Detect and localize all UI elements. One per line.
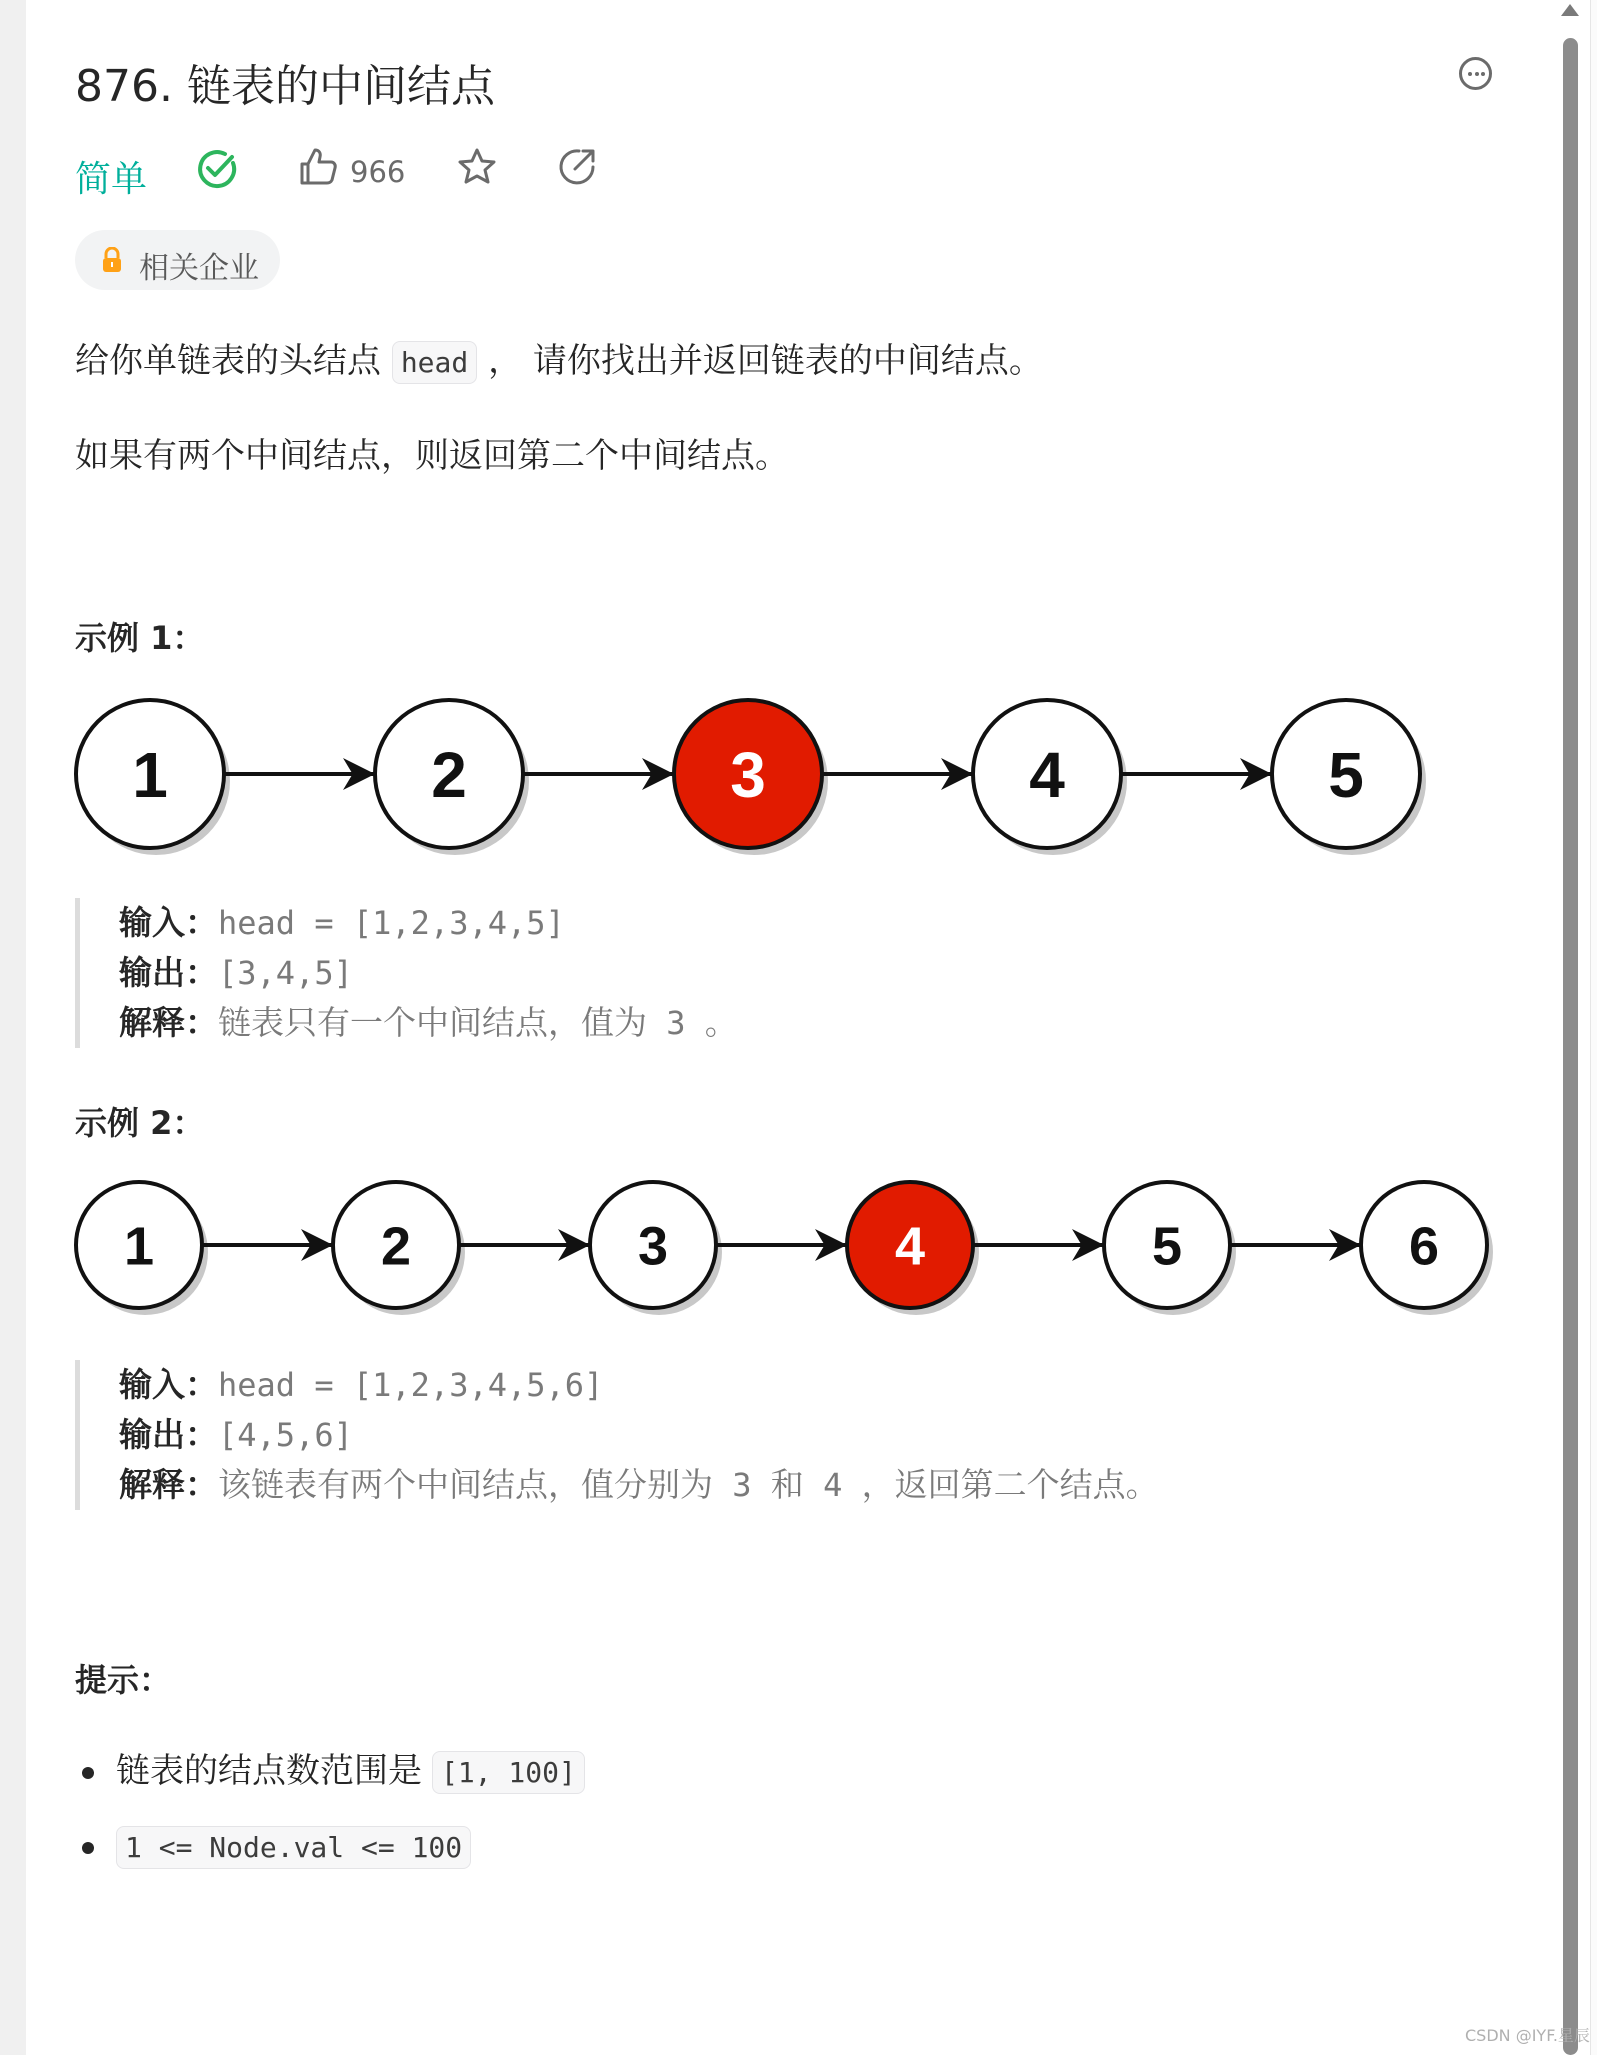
more-options-icon[interactable]	[1459, 57, 1492, 90]
output-label: 输出：	[119, 953, 218, 992]
example-2-node-label: 2	[380, 1216, 412, 1277]
constraints-heading: 提示：	[75, 1661, 172, 1699]
solved-check-icon	[195, 147, 239, 195]
description-line-1	[75, 333, 1043, 384]
constraint-item-1	[82, 1743, 585, 1794]
problem-title: 876. 链表的中间结点	[75, 61, 495, 112]
difficulty-badge: 简单	[75, 159, 148, 200]
input-label: 输入：	[119, 1365, 218, 1404]
bullet-icon	[82, 1767, 94, 1779]
description-line-2: 如果有两个中间结点，则返回第二个中间结点。	[75, 436, 789, 476]
explanation-text: ，返回第二个结点。	[861, 1465, 1159, 1504]
watermark: CSDN @IYF.星辰	[1465, 2026, 1590, 2045]
example-1-block	[75, 898, 738, 1048]
example-2-heading: 示例 2：	[75, 1104, 205, 1142]
constraint-text: 链表的结点数范围是	[116, 1751, 422, 1791]
constraint-code: [1, 100]	[432, 1751, 585, 1794]
scrollbar-thumb[interactable]	[1563, 38, 1578, 2055]
example-1-heading: 示例 1：	[75, 619, 205, 657]
example-2-explanation	[119, 1460, 1159, 1510]
example-1-input	[119, 898, 738, 948]
example-2-output	[119, 1410, 1159, 1460]
like-count: 966	[350, 155, 406, 189]
example-1-node-label: 1	[132, 739, 168, 812]
description-text: 给你单链表的头结点	[75, 341, 381, 381]
input-value: head = [1,2,3,4,5]	[218, 904, 565, 942]
explanation-label: 解释：	[119, 1465, 218, 1504]
constraint-code: 1 <= Node.val <= 100	[116, 1826, 471, 1869]
input-label: 输入：	[119, 903, 218, 942]
problem-meta-row	[0, 145, 1597, 200]
output-label: 输出：	[119, 1415, 218, 1454]
related-companies-label: 相关企业	[139, 251, 259, 286]
lock-icon	[101, 247, 123, 277]
thumbs-up-icon[interactable]	[296, 145, 340, 193]
explanation-value: 3	[647, 1004, 705, 1042]
inline-code-head: head	[392, 341, 477, 384]
output-value: [4,5,6]	[218, 1416, 353, 1454]
input-value: head = [1,2,3,4,5,6]	[218, 1366, 604, 1404]
example-1-node-label: 3	[730, 739, 766, 812]
explanation-text: 。	[704, 1003, 738, 1042]
example-2-block	[75, 1360, 1159, 1510]
scroll-up-arrow-icon[interactable]	[1561, 4, 1579, 16]
description-text: ， 请你找出并返回链表的中间结点。	[488, 341, 1043, 381]
example-1-output	[119, 948, 738, 998]
explanation-text: 和	[770, 1465, 804, 1504]
share-icon[interactable]	[555, 145, 599, 193]
bullet-icon	[82, 1842, 94, 1854]
example-2-node-label: 5	[1151, 1216, 1183, 1277]
example-1-node-label: 5	[1328, 739, 1364, 812]
window-edge	[1590, 0, 1597, 2055]
related-companies-tag[interactable]	[75, 230, 280, 290]
example-1-node-label: 2	[431, 739, 467, 812]
example-2-node-label: 1	[123, 1216, 155, 1277]
example-1-explanation	[119, 998, 738, 1048]
constraint-item-2	[82, 1826, 471, 1869]
output-value: [3,4,5]	[218, 954, 353, 992]
example-2-node-label: 6	[1408, 1216, 1440, 1277]
example-2-node-label: 4	[894, 1216, 926, 1277]
favorite-star-icon[interactable]	[455, 145, 499, 193]
example-2-node-label: 3	[637, 1216, 669, 1277]
explanation-value: 3	[713, 1466, 771, 1504]
example-2-input	[119, 1360, 1159, 1410]
explanation-label: 解释：	[119, 1003, 218, 1042]
explanation-value: 4	[803, 1466, 862, 1504]
explanation-text: 该链表有两个中间结点，值分别为	[218, 1465, 713, 1504]
example-2-linked-list-diagram	[70, 1175, 1520, 1325]
example-1-node-label: 4	[1029, 739, 1065, 812]
explanation-text: 链表只有一个中间结点，值为	[218, 1003, 647, 1042]
example-1-linked-list-diagram	[70, 690, 1470, 870]
